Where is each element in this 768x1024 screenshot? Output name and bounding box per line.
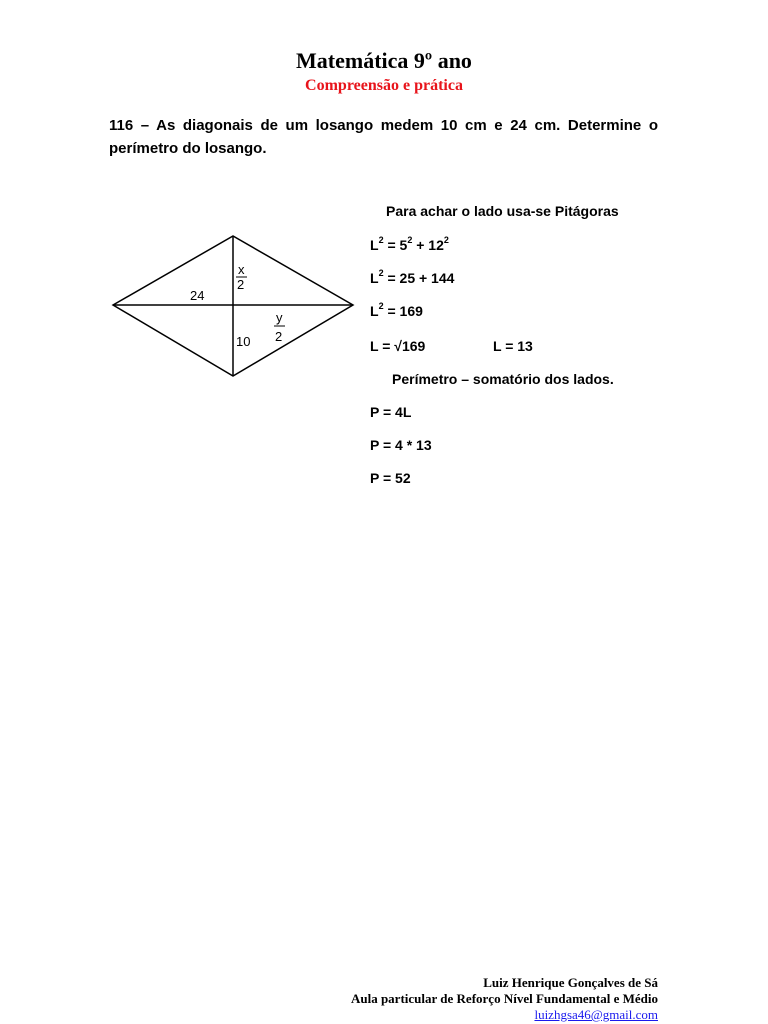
perimeter-step-2: P = 4 * 13	[370, 437, 432, 453]
perimeter-step-3: P = 52	[370, 470, 411, 486]
question-line-1: 116 – As diagonais de um losango medem 10 cm e 24 cm. Determine o	[109, 117, 658, 134]
equation-3: $L^2 = 169$	[370, 301, 423, 319]
label-y-denominator: 2	[275, 329, 283, 344]
label-10: 10	[236, 334, 251, 349]
equation-4-left: L = √169	[370, 338, 426, 354]
question-line-2: perímetro do losango.	[109, 140, 267, 157]
solution-heading: Para achar o lado usa-se Pitágoras	[386, 203, 619, 219]
footer-email-link[interactable]: luizhgsa46@gmail.com	[534, 1007, 658, 1022]
perimeter-heading: Perímetro – somatório dos lados.	[392, 371, 614, 387]
perimeter-step-1: P = 4L	[370, 404, 412, 420]
footer-author: Luiz Henrique Gonçalves de Sá	[483, 975, 658, 990]
page-title: Matemática 9º ano	[296, 48, 472, 73]
label-24: 24	[190, 288, 205, 303]
label-x-denominator: 2	[237, 277, 245, 292]
page-subtitle: Compreensão e prática	[305, 77, 463, 94]
label-y-numerator: y	[276, 310, 283, 325]
label-x-numerator: x	[238, 262, 245, 277]
footer-course: Aula particular de Reforço Nível Fundamental e Médio	[350, 991, 658, 1006]
equation-2: $L^2 = 25 + 144$	[370, 268, 455, 286]
equation-1: $L^2 = 5^2 + 12^2$	[370, 235, 449, 253]
equation-4-right: L = 13	[493, 338, 533, 354]
